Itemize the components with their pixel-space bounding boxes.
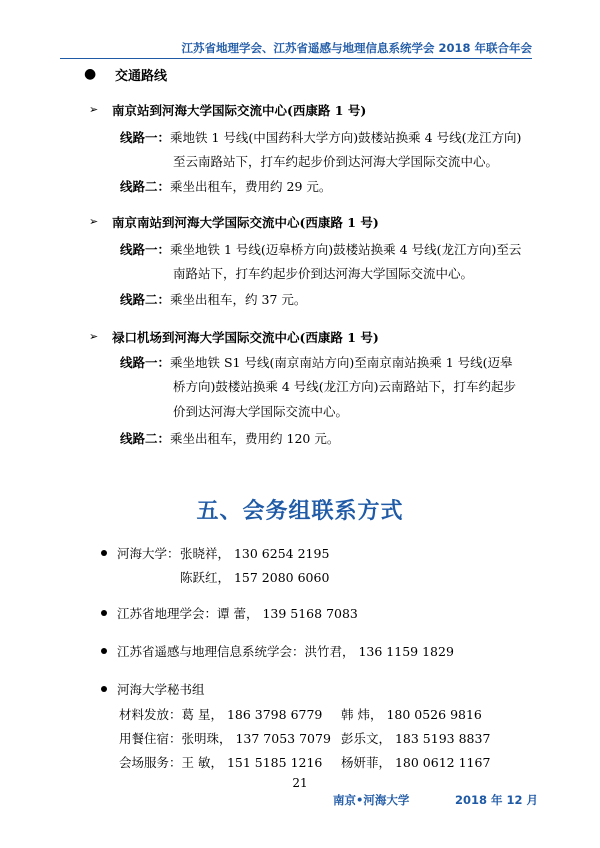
route-line-text: 乘坐地铁 1 号线(迈皋桥方向)鼓楼站换乘 4 号线(龙江方向)至云 — [170, 242, 522, 257]
contact-entry: 彭乐文， 183 5193 8837 — [341, 731, 491, 746]
route-line1 — [120, 128, 521, 146]
header-divider — [60, 58, 532, 59]
route-line-label: 线路一： — [120, 355, 171, 370]
contact-entry: 江苏省地理学会：谭 蕾， 139 5168 7083 — [117, 606, 358, 621]
contact-entry: 张晓祥， 130 6254 2195 — [180, 546, 330, 561]
route-line1 — [120, 240, 521, 258]
page-header: 江苏省地理学会、江苏省遥感与地理信息系统学会 2018 年联合年会 — [181, 41, 532, 55]
bullet-icon: ● — [84, 66, 97, 82]
secretariat-heading: 河海大学秘书组 — [117, 682, 205, 697]
route-title: 南京南站到河海大学国际交流中心(西康路 1 号) — [112, 215, 379, 230]
arrow-bullet-icon: ➢ — [89, 215, 99, 228]
route-line-text: 乘坐地铁 S1 号线(南京南站方向)至南京南站换乘 1 号线(迈皋 — [170, 355, 513, 370]
contact-entry: 陈跃红， 157 2080 6060 — [180, 570, 330, 585]
route-line-text: 乘坐出租车，费用约 29 元。 — [170, 179, 332, 194]
route-line2 — [120, 429, 339, 447]
route-line-label: 线路二： — [120, 179, 171, 194]
contact-entry: 韩 炜， 180 0526 9816 — [341, 707, 482, 722]
page-number: 21 — [292, 776, 308, 790]
bullet-icon — [101, 550, 107, 556]
footer-date: 2018 年 12 月 — [455, 793, 539, 807]
arrow-bullet-icon: ➢ — [89, 103, 99, 116]
route-line1-cont: 桥方向)鼓楼站换乘 4 号线(龙江方向)云南路站下，打车约起步 — [173, 379, 517, 394]
route-line-label: 线路一： — [120, 130, 171, 145]
bullet-icon — [101, 686, 107, 692]
contact-entry: 杨妍菲， 180 0612 1167 — [341, 755, 491, 770]
arrow-bullet-icon: ➢ — [89, 330, 99, 343]
route-title: 禄口机场到河海大学国际交流中心(西康路 1 号) — [112, 330, 379, 345]
route-line1-cont: 至云南路站下，打车约起步价到达河海大学国际交流中心。 — [173, 154, 499, 169]
route-line-label: 线路二： — [120, 431, 171, 446]
contact-entry: 材料发放：葛 星， 186 3798 6779 — [119, 707, 323, 722]
route-line-text: 乘地铁 1 号线(中国药科大学方向)鼓楼站换乘 4 号线(龙江方向) — [170, 130, 522, 145]
route-line-text: 乘坐出租车，费用约 120 元。 — [170, 431, 340, 446]
route-line2 — [120, 290, 306, 308]
contact-entry: 江苏省遥感与地理信息系统学会：洪竹君， 136 1159 1829 — [117, 644, 454, 659]
footer-location: 南京•河海大学 — [333, 793, 410, 807]
route-line-text: 乘坐出租车，约 37 元。 — [170, 292, 307, 307]
route-line2 — [120, 177, 331, 195]
hhu-label: 河海大学： — [117, 546, 180, 561]
route-line1-cont: 价到达河海大学国际交流中心。 — [173, 404, 349, 419]
route-line1-cont: 南路站下，打车约起步价到达河海大学国际交流中心。 — [173, 266, 474, 281]
contact-entry: 会场服务：王 敏， 151 5185 1216 — [119, 755, 323, 770]
route-title: 南京站到河海大学国际交流中心(西康路 1 号) — [112, 103, 367, 118]
bullet-icon — [101, 610, 107, 616]
route-line-label: 线路二： — [120, 292, 171, 307]
bullet-icon — [101, 648, 107, 654]
contact-entry: 用餐住宿：张明珠， 137 7053 7079 — [119, 731, 331, 746]
route-line1 — [120, 353, 513, 371]
transport-heading: 交通路线 — [115, 69, 168, 84]
route-line-label: 线路一： — [120, 242, 171, 257]
section-title: 五、会务组联系方式 — [196, 499, 404, 524]
